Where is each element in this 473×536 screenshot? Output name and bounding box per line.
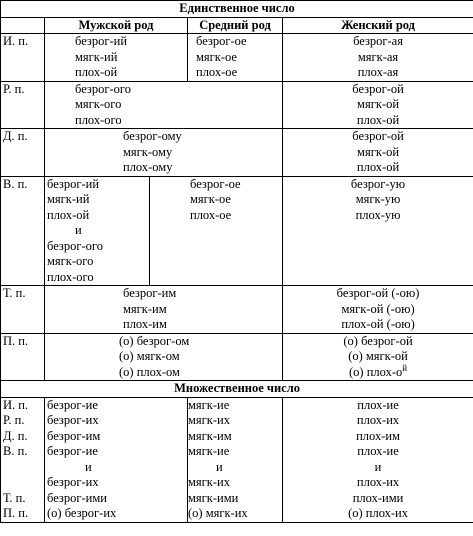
row-nominative	[1, 34, 473, 82]
form: плох-ую	[355, 207, 401, 222]
masc-neut-forms	[45, 81, 283, 129]
form: мягк-ому	[123, 144, 173, 159]
form: мягк-их	[188, 475, 230, 489]
form: безрог-им	[123, 286, 177, 300]
form: (о) мягк-их	[188, 506, 248, 520]
fem-forms	[283, 34, 473, 82]
form: плох-ому	[123, 160, 173, 174]
form-stem: (о) плох-о	[349, 364, 403, 379]
case-header-cell	[1, 17, 45, 34]
neut-forms	[150, 176, 283, 286]
case-label: Д. п.	[3, 428, 28, 443]
form: плох-ое	[196, 65, 238, 79]
form: безрог-ой	[352, 129, 404, 143]
neut-forms	[188, 34, 283, 82]
form: плох-ое	[190, 207, 232, 222]
masculine-header: Мужской род	[45, 17, 188, 34]
case-label: Р. п.	[3, 413, 25, 427]
row-prepositional	[1, 333, 473, 381]
form: безрог-им	[47, 428, 101, 443]
case-label: В. п.	[1, 176, 45, 286]
form: безрог-ими	[47, 490, 107, 505]
case-label: И. п.	[3, 397, 29, 412]
form: безрог-ого	[47, 238, 103, 253]
form: безрог-ий	[75, 34, 128, 48]
fem-forms	[283, 129, 473, 177]
case-label	[3, 475, 42, 491]
case-label: П. п.	[3, 506, 29, 520]
row-accusative	[1, 176, 473, 286]
case-label: Т. п.	[1, 286, 45, 334]
form	[285, 362, 471, 381]
form: плох-ой	[75, 65, 118, 79]
case-label: Д. п.	[1, 129, 45, 177]
form: мягк-им	[123, 301, 167, 316]
row-instrumental	[1, 286, 473, 334]
form: мягк-ие	[188, 397, 230, 412]
form: плох-ого	[47, 269, 94, 284]
plural-col-3	[283, 397, 473, 522]
plural-body-row	[1, 397, 473, 522]
form: (о) безрог-ом	[119, 333, 190, 348]
form: мягк-ого	[47, 254, 94, 268]
singular-title-row	[1, 1, 473, 18]
form: (о) плох-ом	[119, 364, 180, 379]
form: безрог-ое	[190, 176, 241, 191]
plural-title-row	[1, 381, 473, 398]
plural-title: Множественное число	[1, 381, 473, 398]
plural-col-1	[45, 397, 188, 522]
fem-forms	[283, 286, 473, 334]
case-label: Т. п.	[3, 490, 26, 505]
form: безрог-ая	[353, 34, 403, 48]
fem-forms	[283, 176, 473, 286]
form: мягк-ое	[196, 49, 237, 64]
form: плох-ого	[75, 112, 122, 127]
form: плох-ой (-ою)	[341, 317, 415, 331]
form: мягк-их	[188, 413, 230, 427]
form: мягк-ий	[47, 192, 90, 206]
masc-neut-forms	[45, 286, 283, 334]
form: мягк-ая	[357, 49, 399, 64]
form: плох-их	[356, 413, 400, 427]
conjunction: и	[75, 223, 82, 237]
form: плох-ие	[357, 444, 399, 458]
form: безрог-ую	[350, 176, 406, 191]
form: мягк-ий	[75, 49, 118, 64]
fem-forms	[283, 333, 473, 381]
form: мягк-ую	[355, 192, 401, 206]
conjunction: и	[216, 459, 223, 474]
fem-forms	[283, 81, 473, 129]
form: безрог-ого	[75, 81, 131, 96]
form: плох-им	[123, 317, 167, 331]
feminine-header: Женский род	[283, 17, 473, 34]
row-dative	[1, 129, 473, 177]
gender-header-row	[1, 17, 473, 34]
conjunction: и	[374, 459, 382, 474]
form: плох-ая	[357, 65, 399, 79]
form: (о) безрог-ой	[343, 333, 413, 348]
form: мягк-ого	[75, 97, 122, 111]
form: безрог-ому	[123, 129, 182, 143]
form: плох-ой	[356, 160, 400, 174]
form: мягк-ими	[188, 490, 239, 505]
neuter-header: Средний род	[188, 17, 283, 34]
form: безрог-ой (-ою)	[336, 286, 420, 300]
form: плох-им	[356, 428, 400, 443]
form: плох-ой	[47, 207, 90, 222]
form: (о) мягк-ом	[119, 349, 180, 363]
form: безрог-ие	[47, 444, 98, 458]
form: плох-ими	[352, 490, 404, 505]
form: (о) безрог-их	[47, 506, 117, 520]
plural-case-labels	[1, 397, 45, 522]
form: безрог-их	[47, 475, 99, 489]
form: безрог-ие	[47, 397, 98, 412]
form: безрог-их	[47, 413, 99, 427]
singular-title: Единственное число	[1, 1, 473, 18]
form: (о) плох-их	[348, 506, 408, 520]
form: мягк-ой	[357, 97, 400, 111]
form: мягк-ой (-ою)	[341, 301, 415, 316]
case-label: И. п.	[1, 34, 45, 82]
form: мягк-ой	[357, 144, 400, 159]
masc-forms	[45, 34, 188, 82]
superscript-ending: й	[402, 362, 408, 373]
case-label: Р. п.	[1, 81, 45, 129]
case-label	[3, 460, 42, 476]
form: мягк-ое	[190, 192, 231, 206]
form: безрог-ой	[352, 81, 404, 96]
form: плох-ой	[356, 112, 400, 127]
plural-col-2	[188, 397, 283, 522]
masc-neut-forms	[45, 333, 283, 381]
form: безрог-ий	[47, 176, 100, 191]
form: плох-ие	[357, 397, 399, 412]
form: (о) мягк-ой	[348, 349, 408, 363]
form: мягк-ие	[188, 444, 230, 458]
conjunction: и	[85, 459, 92, 474]
masc-forms	[45, 176, 150, 286]
masc-neut-forms	[45, 129, 283, 177]
row-genitive	[1, 81, 473, 129]
form: мягк-им	[188, 428, 232, 443]
form: плох-их	[356, 475, 400, 489]
case-label: П. п.	[1, 333, 45, 381]
form: безрог-ое	[196, 34, 247, 48]
case-label: В. п.	[3, 444, 28, 458]
